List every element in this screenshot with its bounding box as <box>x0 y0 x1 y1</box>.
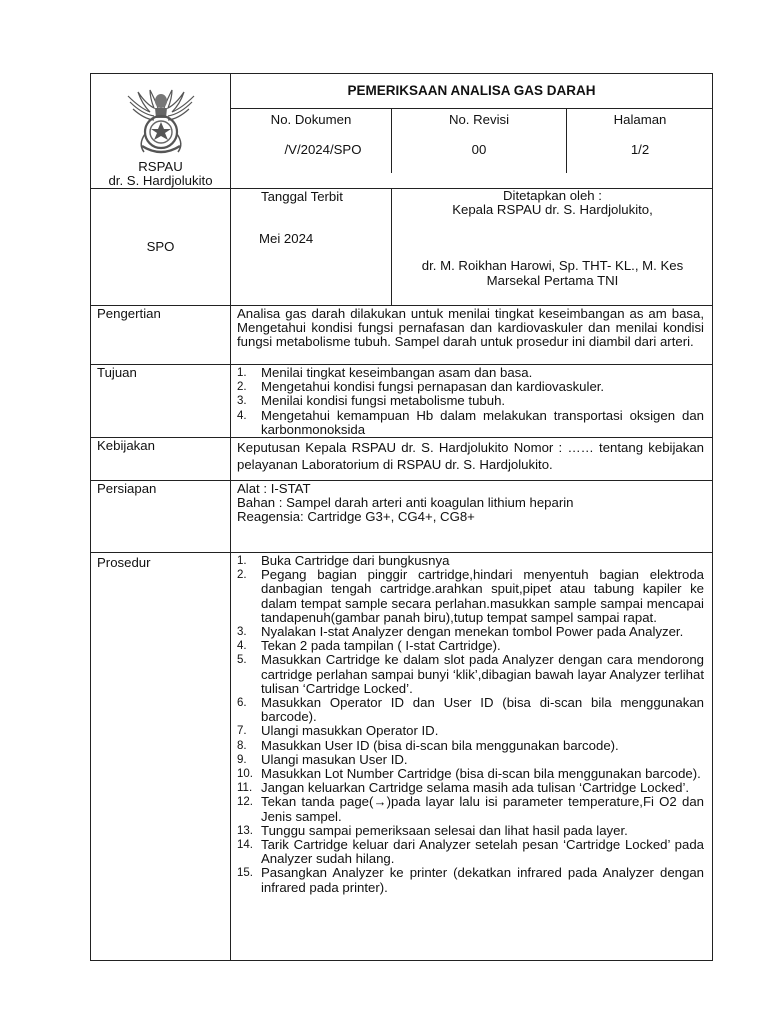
signatory-name: dr. M. Roikhan Harowi, Sp. THT- KL., M. Kes <box>421 258 684 274</box>
tujuan-item-number: 2. <box>237 381 247 394</box>
prosedur-step <box>237 866 704 894</box>
prosedur-step-text: Tekan 2 pada tampilan ( I-stat Cartridge). <box>261 638 501 654</box>
prosedur-step-number: 15. <box>237 867 253 880</box>
halaman-value: 1/2 <box>566 137 713 173</box>
tujuan-item-text: Menilai kondisi fungsi metabolisme tubuh. <box>261 393 506 409</box>
prosedur-step-text: Masukkan Lot Number Cartridge (bisa di-scan bila menggunakan barcode). <box>261 766 701 782</box>
prosedur-step <box>237 639 704 653</box>
tujuan-label: Tujuan <box>91 365 231 438</box>
prosedur-step-text: Masukkan Cartridge ke dalam slot pada Analyzer dengan cara mendorong cartridge perlahan sampai bunyi ‘klik’,dibagian bawah layar Analyzer terlihat tulisan ‘Cartridge Locked’. <box>261 652 704 696</box>
prosedur-step-text: Pasangkan Analyzer ke printer (dekatkan infrared pada Analyzer dengan infrared pada printer). <box>261 865 704 895</box>
prosedur-step <box>237 781 704 795</box>
prosedur-list <box>237 554 704 895</box>
prosedur-step-number: 6. <box>237 697 247 710</box>
kebijakan-text: Keputusan Kepala RSPAU dr. S. Hardjolukito Nomor : …… tentang kebijakan pelayanan Laboratorium di RSPAU dr. S. Hardjolukito. <box>231 438 713 481</box>
tujuan-item-number: 1. <box>237 367 247 379</box>
tujuan-item <box>237 380 704 394</box>
prosedur-step-number: 13. <box>237 824 253 837</box>
tujuan-list <box>237 366 704 437</box>
tujuan-content <box>231 365 713 438</box>
prosedur-step-text: Masukkan Operator ID dan User ID (bisa di-scan bila menggunakan barcode). <box>261 695 704 725</box>
prosedur-step-number: 8. <box>237 739 247 752</box>
prosedur-step-number: 7. <box>237 725 247 738</box>
tanggal-terbit-value: Mei 2024 <box>259 231 314 247</box>
ditetapkan-by: Kepala RSPAU dr. S. Hardjolukito, <box>452 202 653 218</box>
document-title: PEMERIKSAAN ANALISA GAS DARAH <box>231 74 712 109</box>
prosedur-step <box>237 653 704 696</box>
prosedur-step <box>237 838 704 866</box>
prosedur-step <box>237 795 704 823</box>
prosedur-step-number: 2. <box>237 569 247 582</box>
tanggal-terbit-label: Tanggal Terbit <box>261 189 343 204</box>
prosedur-step <box>237 767 704 781</box>
prosedur-step <box>237 696 704 724</box>
tujuan-item-number: 3. <box>237 395 247 408</box>
doc-type-cell <box>91 189 231 306</box>
tujuan-item-number: 4. <box>237 409 247 422</box>
prosedur-step-text: Ulangi masukkan Operator ID. <box>261 723 439 739</box>
spo-table <box>90 73 713 961</box>
prosedur-step <box>237 824 704 838</box>
persiapan-reagensia: Reagensia: Cartridge G3+, CG4+, CG8+ <box>237 509 475 525</box>
prosedur-content <box>231 553 713 961</box>
prosedur-step-text: Buka Cartridge dari bungkusnya <box>261 553 450 569</box>
tujuan-item <box>237 366 704 380</box>
doc-type: SPO <box>146 238 175 254</box>
prosedur-step-text: Tunggu sampai pemeriksaan selesai dan lihat hasil pada layer. <box>261 822 628 838</box>
prosedur-step-text: Nyalakan I-stat Analyzer dengan menekan tombol Power pada Analyzer. <box>261 624 684 640</box>
persiapan-alat: Alat : I-STAT <box>237 481 311 497</box>
prosedur-step <box>237 625 704 639</box>
prosedur-step-number: 10. <box>237 768 253 781</box>
prosedur-step-number: 4. <box>237 640 247 653</box>
prosedur-step-number: 1. <box>237 555 247 568</box>
header-info-cell <box>231 74 713 189</box>
prosedur-step-number: 3. <box>237 626 247 639</box>
prosedur-step-text: Masukkan User ID (bisa di-scan bila menggunakan barcode). <box>261 737 619 753</box>
prosedur-step-number: 5. <box>237 654 247 667</box>
no-dokumen-label: No. Dokumen <box>270 112 352 127</box>
prosedur-step-number: 9. <box>237 753 247 766</box>
air-force-emblem-icon <box>124 82 198 158</box>
prosedur-step-number: 12. <box>237 796 253 809</box>
pengertian-label: Pengertian <box>91 306 231 365</box>
ditetapkan-label: Ditetapkan oleh : <box>503 188 602 203</box>
tujuan-item-text: Mengetahui kondisi fungsi pernapasan dan kardiovaskuler. <box>261 379 605 395</box>
prosedur-step <box>237 753 704 767</box>
no-dokumen-value: /V/2024/SPO <box>284 142 362 157</box>
pengertian-text: Analisa gas darah dilakukan untuk menilai tingkat keseimbangan as am basa, Mengetahui kondisi fungsi pernafasan dan kardiovaskuler dan menilai kondisi fungsi metabolisme tubuh. Sampel darah untuk prosedur ini diambil dari arteri. <box>231 306 713 365</box>
persiapan-bahan: Bahan : Sampel darah arteri anti koagulan lithium heparin <box>237 495 574 511</box>
prosedur-step-text: Tekan tanda page(→)pada layar lalu isi parameter temperature,Fi O2 dan Jenis sampel. <box>261 794 704 824</box>
prosedur-step-number: 11. <box>237 782 253 795</box>
persiapan-content <box>231 481 713 553</box>
no-revisi-label: No. Revisi <box>391 109 566 137</box>
tujuan-item-text: Mengetahui kemampuan Hb dalam melakukan transportasi oksigen dan karbonmonoksida <box>261 407 704 437</box>
halaman-label: Halaman <box>566 109 713 137</box>
prosedur-step-text: Tarik Cartridge keluar dari Analyzer setelah pesan ‘Cartridge Locked’ pada Analyzer sudah hilang. <box>261 837 704 867</box>
tujuan-item-text: Menilai tingkat keseimbangan asam dan basa. <box>261 365 533 380</box>
spo-document <box>90 73 712 961</box>
prosedur-label: Prosedur <box>91 553 231 961</box>
tanggal-cell <box>231 189 713 306</box>
prosedur-step <box>237 554 704 568</box>
prosedur-step-text: Jangan keluarkan Cartridge selama masih ada tulisan ‘Cartridge Locked’. <box>261 780 690 796</box>
persiapan-label: Persiapan <box>91 481 231 553</box>
prosedur-step-text: Ulangi masukan User ID. <box>261 751 408 767</box>
kebijakan-label: Kebijakan <box>91 438 231 481</box>
tujuan-item <box>237 409 704 437</box>
prosedur-step <box>237 724 704 738</box>
no-revisi-value: 00 <box>391 137 566 173</box>
signatory-rank: Marsekal Pertama TNI <box>486 272 619 288</box>
prosedur-step <box>237 739 704 753</box>
tujuan-item <box>237 394 704 408</box>
hospital-logo-cell <box>91 74 231 189</box>
hospital-name-line1: RSPAU <box>138 159 183 174</box>
hospital-name-line2: dr. S. Hardjolukito <box>108 173 213 188</box>
prosedur-step-number: 14. <box>237 839 253 852</box>
prosedur-step <box>237 568 704 625</box>
prosedur-step-text: Pegang bagian pinggir cartridge,hindari menyentuh bagian elektroda danbagian tengah cartridge.arahkan spuit,pipet atau tabung kapiler ke dalam tempat sample secara perlahan.masukkan sample sampai mencapai tandapenuh(gambar panah biru),tutup tempat sampel sampai rapat. <box>261 567 704 625</box>
